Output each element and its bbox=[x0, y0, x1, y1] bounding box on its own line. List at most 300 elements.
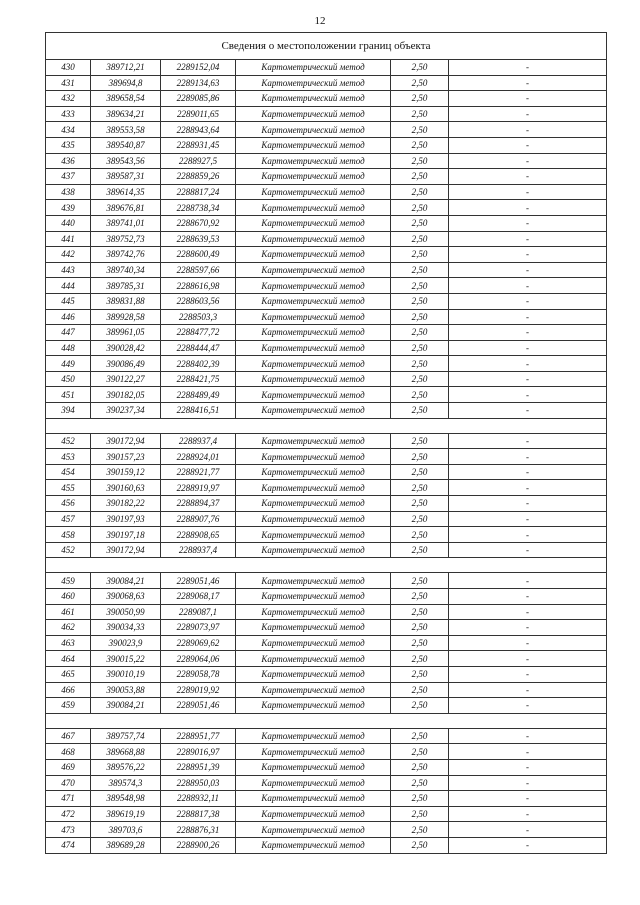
x-coordinate-cell: 390023,9 bbox=[91, 635, 161, 651]
point-number-cell: 459 bbox=[46, 573, 91, 589]
table-row bbox=[46, 759, 607, 775]
method-cell: Картометрический метод bbox=[236, 775, 391, 791]
y-coordinate-cell: 2288932,11 bbox=[161, 791, 236, 807]
description-cell: - bbox=[449, 496, 607, 512]
y-coordinate-cell: 2289011,65 bbox=[161, 106, 236, 122]
point-number-cell: 465 bbox=[46, 666, 91, 682]
point-number-cell: 444 bbox=[46, 278, 91, 294]
point-number-cell: 473 bbox=[46, 822, 91, 838]
table-row bbox=[46, 371, 607, 387]
method-cell: Картометрический метод bbox=[236, 153, 391, 169]
description-cell: - bbox=[449, 278, 607, 294]
accuracy-cell: 2,50 bbox=[391, 449, 449, 465]
description-cell: - bbox=[449, 60, 607, 76]
description-cell: - bbox=[449, 215, 607, 231]
method-cell: Картометрический метод bbox=[236, 728, 391, 744]
accuracy-cell: 2,50 bbox=[391, 759, 449, 775]
point-number-cell: 442 bbox=[46, 247, 91, 263]
x-coordinate-cell: 390182,05 bbox=[91, 387, 161, 403]
y-coordinate-cell: 2289087,1 bbox=[161, 604, 236, 620]
method-cell: Картометрический метод bbox=[236, 293, 391, 309]
description-cell: - bbox=[449, 604, 607, 620]
point-number-cell: 470 bbox=[46, 775, 91, 791]
accuracy-cell: 2,50 bbox=[391, 698, 449, 714]
x-coordinate-cell: 390157,23 bbox=[91, 449, 161, 465]
y-coordinate-cell: 2288639,53 bbox=[161, 231, 236, 247]
table-row bbox=[46, 247, 607, 263]
method-cell: Картометрический метод bbox=[236, 340, 391, 356]
table-title: Сведения о местоположении границ объекта bbox=[46, 33, 607, 60]
description-cell: - bbox=[449, 728, 607, 744]
x-coordinate-cell: 389614,35 bbox=[91, 184, 161, 200]
description-cell: - bbox=[449, 511, 607, 527]
x-coordinate-cell: 390197,93 bbox=[91, 511, 161, 527]
method-cell: Картометрический метод bbox=[236, 791, 391, 807]
point-number-cell: 451 bbox=[46, 387, 91, 403]
x-coordinate-cell: 389619,19 bbox=[91, 806, 161, 822]
y-coordinate-cell: 2288616,98 bbox=[161, 278, 236, 294]
y-coordinate-cell: 2288817,24 bbox=[161, 184, 236, 200]
description-cell: - bbox=[449, 682, 607, 698]
table-row bbox=[46, 620, 607, 636]
table-title-row bbox=[46, 33, 607, 60]
y-coordinate-cell: 2288900,26 bbox=[161, 837, 236, 853]
point-number-cell: 462 bbox=[46, 620, 91, 636]
method-cell: Картометрический метод bbox=[236, 449, 391, 465]
method-cell: Картометрический метод bbox=[236, 75, 391, 91]
accuracy-cell: 2,50 bbox=[391, 309, 449, 325]
group-separator bbox=[46, 418, 607, 433]
y-coordinate-cell: 2288416,51 bbox=[161, 403, 236, 419]
x-coordinate-cell: 389712,21 bbox=[91, 60, 161, 76]
point-number-cell: 457 bbox=[46, 511, 91, 527]
method-cell: Картометрический метод bbox=[236, 247, 391, 263]
method-cell: Картометрический метод bbox=[236, 511, 391, 527]
description-cell: - bbox=[449, 200, 607, 216]
method-cell: Картометрический метод bbox=[236, 573, 391, 589]
table-row bbox=[46, 698, 607, 714]
y-coordinate-cell: 2288894,37 bbox=[161, 496, 236, 512]
table-row bbox=[46, 822, 607, 838]
group-separator bbox=[46, 713, 607, 728]
table-row bbox=[46, 91, 607, 107]
point-number-cell: 471 bbox=[46, 791, 91, 807]
table-row bbox=[46, 791, 607, 807]
accuracy-cell: 2,50 bbox=[391, 620, 449, 636]
separator-cell bbox=[46, 418, 607, 433]
description-cell: - bbox=[449, 433, 607, 449]
description-cell: - bbox=[449, 791, 607, 807]
point-number-cell: 472 bbox=[46, 806, 91, 822]
accuracy-cell: 2,50 bbox=[391, 666, 449, 682]
x-coordinate-cell: 390053,88 bbox=[91, 682, 161, 698]
description-cell: - bbox=[449, 91, 607, 107]
description-cell: - bbox=[449, 356, 607, 372]
method-cell: Картометрический метод bbox=[236, 433, 391, 449]
point-number-cell: 440 bbox=[46, 215, 91, 231]
description-cell: - bbox=[449, 106, 607, 122]
description-cell: - bbox=[449, 403, 607, 419]
point-number-cell: 464 bbox=[46, 651, 91, 667]
point-number-cell: 448 bbox=[46, 340, 91, 356]
x-coordinate-cell: 389574,3 bbox=[91, 775, 161, 791]
method-cell: Картометрический метод bbox=[236, 184, 391, 200]
x-coordinate-cell: 389587,31 bbox=[91, 169, 161, 185]
accuracy-cell: 2,50 bbox=[391, 231, 449, 247]
method-cell: Картометрический метод bbox=[236, 589, 391, 605]
y-coordinate-cell: 2288950,03 bbox=[161, 775, 236, 791]
description-cell: - bbox=[449, 573, 607, 589]
table-row bbox=[46, 340, 607, 356]
y-coordinate-cell: 2289051,46 bbox=[161, 698, 236, 714]
y-coordinate-cell: 2289152,04 bbox=[161, 60, 236, 76]
point-number-cell: 458 bbox=[46, 527, 91, 543]
x-coordinate-cell: 389576,22 bbox=[91, 759, 161, 775]
accuracy-cell: 2,50 bbox=[391, 589, 449, 605]
y-coordinate-cell: 2289069,62 bbox=[161, 635, 236, 651]
description-cell: - bbox=[449, 262, 607, 278]
description-cell: - bbox=[449, 449, 607, 465]
description-cell: - bbox=[449, 698, 607, 714]
description-cell: - bbox=[449, 464, 607, 480]
description-cell: - bbox=[449, 371, 607, 387]
table-row bbox=[46, 433, 607, 449]
description-cell: - bbox=[449, 325, 607, 341]
description-cell: - bbox=[449, 231, 607, 247]
point-number-cell: 435 bbox=[46, 137, 91, 153]
x-coordinate-cell: 389694,8 bbox=[91, 75, 161, 91]
table-row bbox=[46, 666, 607, 682]
description-cell: - bbox=[449, 169, 607, 185]
point-number-cell: 432 bbox=[46, 91, 91, 107]
y-coordinate-cell: 2289134,63 bbox=[161, 75, 236, 91]
y-coordinate-cell: 2288919,97 bbox=[161, 480, 236, 496]
accuracy-cell: 2,50 bbox=[391, 293, 449, 309]
accuracy-cell: 2,50 bbox=[391, 60, 449, 76]
y-coordinate-cell: 2288600,49 bbox=[161, 247, 236, 263]
table-row bbox=[46, 309, 607, 325]
description-cell: - bbox=[449, 666, 607, 682]
point-number-cell: 459 bbox=[46, 698, 91, 714]
accuracy-cell: 2,50 bbox=[391, 744, 449, 760]
accuracy-cell: 2,50 bbox=[391, 371, 449, 387]
table-row bbox=[46, 635, 607, 651]
y-coordinate-cell: 2288477,72 bbox=[161, 325, 236, 341]
x-coordinate-cell: 389658,54 bbox=[91, 91, 161, 107]
point-number-cell: 441 bbox=[46, 231, 91, 247]
accuracy-cell: 2,50 bbox=[391, 215, 449, 231]
point-number-cell: 452 bbox=[46, 433, 91, 449]
table-row bbox=[46, 60, 607, 76]
point-number-cell: 446 bbox=[46, 309, 91, 325]
accuracy-cell: 2,50 bbox=[391, 153, 449, 169]
table-row bbox=[46, 262, 607, 278]
description-cell: - bbox=[449, 620, 607, 636]
description-cell: - bbox=[449, 542, 607, 558]
method-cell: Картометрический метод bbox=[236, 325, 391, 341]
y-coordinate-cell: 2288817,38 bbox=[161, 806, 236, 822]
method-cell: Картометрический метод bbox=[236, 231, 391, 247]
point-number-cell: 460 bbox=[46, 589, 91, 605]
accuracy-cell: 2,50 bbox=[391, 635, 449, 651]
page-number: 12 bbox=[314, 15, 326, 27]
x-coordinate-cell: 389543,56 bbox=[91, 153, 161, 169]
accuracy-cell: 2,50 bbox=[391, 340, 449, 356]
point-number-cell: 436 bbox=[46, 153, 91, 169]
method-cell: Картометрический метод bbox=[236, 91, 391, 107]
method-cell: Картометрический метод bbox=[236, 837, 391, 853]
table-row bbox=[46, 169, 607, 185]
table-row bbox=[46, 215, 607, 231]
table-row bbox=[46, 573, 607, 589]
point-number-cell: 439 bbox=[46, 200, 91, 216]
method-cell: Картометрический метод bbox=[236, 278, 391, 294]
description-cell: - bbox=[449, 480, 607, 496]
x-coordinate-cell: 390068,63 bbox=[91, 589, 161, 605]
x-coordinate-cell: 389703,6 bbox=[91, 822, 161, 838]
method-cell: Картометрический метод bbox=[236, 356, 391, 372]
table-row bbox=[46, 682, 607, 698]
x-coordinate-cell: 389741,01 bbox=[91, 215, 161, 231]
method-cell: Картометрический метод bbox=[236, 480, 391, 496]
table-row bbox=[46, 184, 607, 200]
y-coordinate-cell: 2288927,5 bbox=[161, 153, 236, 169]
x-coordinate-cell: 389548,98 bbox=[91, 791, 161, 807]
description-cell: - bbox=[449, 340, 607, 356]
x-coordinate-cell: 390197,18 bbox=[91, 527, 161, 543]
y-coordinate-cell: 2289058,78 bbox=[161, 666, 236, 682]
table-row bbox=[46, 231, 607, 247]
x-coordinate-cell: 390084,21 bbox=[91, 573, 161, 589]
accuracy-cell: 2,50 bbox=[391, 542, 449, 558]
point-number-cell: 461 bbox=[46, 604, 91, 620]
description-cell: - bbox=[449, 651, 607, 667]
method-cell: Картометрический метод bbox=[236, 387, 391, 403]
y-coordinate-cell: 2288421,75 bbox=[161, 371, 236, 387]
boundary-table bbox=[45, 32, 607, 854]
x-coordinate-cell: 389928,58 bbox=[91, 309, 161, 325]
table-row bbox=[46, 604, 607, 620]
y-coordinate-cell: 2289051,46 bbox=[161, 573, 236, 589]
x-coordinate-cell: 390237,34 bbox=[91, 403, 161, 419]
y-coordinate-cell: 2289016,97 bbox=[161, 744, 236, 760]
method-cell: Картометрический метод bbox=[236, 371, 391, 387]
table-row bbox=[46, 449, 607, 465]
method-cell: Картометрический метод bbox=[236, 604, 391, 620]
table-row bbox=[46, 589, 607, 605]
method-cell: Картометрический метод bbox=[236, 542, 391, 558]
description-cell: - bbox=[449, 153, 607, 169]
point-number-cell: 443 bbox=[46, 262, 91, 278]
y-coordinate-cell: 2288951,77 bbox=[161, 728, 236, 744]
y-coordinate-cell: 2288908,65 bbox=[161, 527, 236, 543]
x-coordinate-cell: 389831,88 bbox=[91, 293, 161, 309]
point-number-cell: 437 bbox=[46, 169, 91, 185]
table-row bbox=[46, 542, 607, 558]
method-cell: Картометрический метод bbox=[236, 698, 391, 714]
method-cell: Картометрический метод bbox=[236, 759, 391, 775]
point-number-cell: 449 bbox=[46, 356, 91, 372]
y-coordinate-cell: 2288951,39 bbox=[161, 759, 236, 775]
accuracy-cell: 2,50 bbox=[391, 122, 449, 138]
point-number-cell: 431 bbox=[46, 75, 91, 91]
accuracy-cell: 2,50 bbox=[391, 511, 449, 527]
description-cell: - bbox=[449, 387, 607, 403]
x-coordinate-cell: 390160,63 bbox=[91, 480, 161, 496]
x-coordinate-cell: 390010,19 bbox=[91, 666, 161, 682]
method-cell: Картометрический метод bbox=[236, 403, 391, 419]
y-coordinate-cell: 2288738,34 bbox=[161, 200, 236, 216]
accuracy-cell: 2,50 bbox=[391, 837, 449, 853]
table-row bbox=[46, 122, 607, 138]
y-coordinate-cell: 2289085,86 bbox=[161, 91, 236, 107]
accuracy-cell: 2,50 bbox=[391, 356, 449, 372]
table-row bbox=[46, 728, 607, 744]
table-row bbox=[46, 527, 607, 543]
description-cell: - bbox=[449, 775, 607, 791]
method-cell: Картометрический метод bbox=[236, 806, 391, 822]
accuracy-cell: 2,50 bbox=[391, 682, 449, 698]
point-number-cell: 394 bbox=[46, 403, 91, 419]
accuracy-cell: 2,50 bbox=[391, 573, 449, 589]
y-coordinate-cell: 2288444,47 bbox=[161, 340, 236, 356]
point-number-cell: 445 bbox=[46, 293, 91, 309]
description-cell: - bbox=[449, 309, 607, 325]
method-cell: Картометрический метод bbox=[236, 620, 391, 636]
accuracy-cell: 2,50 bbox=[391, 169, 449, 185]
y-coordinate-cell: 2288670,92 bbox=[161, 215, 236, 231]
point-number-cell: 469 bbox=[46, 759, 91, 775]
x-coordinate-cell: 389740,34 bbox=[91, 262, 161, 278]
y-coordinate-cell: 2288907,76 bbox=[161, 511, 236, 527]
accuracy-cell: 2,50 bbox=[391, 262, 449, 278]
accuracy-cell: 2,50 bbox=[391, 184, 449, 200]
table-row bbox=[46, 387, 607, 403]
x-coordinate-cell: 390050,99 bbox=[91, 604, 161, 620]
table-row bbox=[46, 496, 607, 512]
x-coordinate-cell: 390159,12 bbox=[91, 464, 161, 480]
x-coordinate-cell: 389634,21 bbox=[91, 106, 161, 122]
y-coordinate-cell: 2288876,31 bbox=[161, 822, 236, 838]
separator-cell bbox=[46, 713, 607, 728]
table-row bbox=[46, 806, 607, 822]
table-row bbox=[46, 480, 607, 496]
description-cell: - bbox=[449, 837, 607, 853]
table-row bbox=[46, 837, 607, 853]
table-row bbox=[46, 356, 607, 372]
table-row bbox=[46, 106, 607, 122]
table-row bbox=[46, 775, 607, 791]
description-cell: - bbox=[449, 75, 607, 91]
y-coordinate-cell: 2288503,3 bbox=[161, 309, 236, 325]
x-coordinate-cell: 390182,22 bbox=[91, 496, 161, 512]
description-cell: - bbox=[449, 527, 607, 543]
point-number-cell: 468 bbox=[46, 744, 91, 760]
description-cell: - bbox=[449, 822, 607, 838]
point-number-cell: 455 bbox=[46, 480, 91, 496]
accuracy-cell: 2,50 bbox=[391, 822, 449, 838]
table-row bbox=[46, 153, 607, 169]
method-cell: Картометрический метод bbox=[236, 682, 391, 698]
description-cell: - bbox=[449, 744, 607, 760]
table-row bbox=[46, 325, 607, 341]
y-coordinate-cell: 2288921,77 bbox=[161, 464, 236, 480]
method-cell: Картометрический метод bbox=[236, 496, 391, 512]
method-cell: Картометрический метод bbox=[236, 822, 391, 838]
table-row bbox=[46, 293, 607, 309]
accuracy-cell: 2,50 bbox=[391, 791, 449, 807]
y-coordinate-cell: 2288859,26 bbox=[161, 169, 236, 185]
x-coordinate-cell: 389676,81 bbox=[91, 200, 161, 216]
accuracy-cell: 2,50 bbox=[391, 480, 449, 496]
method-cell: Картометрический метод bbox=[236, 527, 391, 543]
method-cell: Картометрический метод bbox=[236, 60, 391, 76]
method-cell: Картометрический метод bbox=[236, 169, 391, 185]
point-number-cell: 452 bbox=[46, 542, 91, 558]
x-coordinate-cell: 390172,94 bbox=[91, 433, 161, 449]
table-row bbox=[46, 511, 607, 527]
x-coordinate-cell: 389757,74 bbox=[91, 728, 161, 744]
table-row bbox=[46, 744, 607, 760]
accuracy-cell: 2,50 bbox=[391, 403, 449, 419]
accuracy-cell: 2,50 bbox=[391, 91, 449, 107]
accuracy-cell: 2,50 bbox=[391, 278, 449, 294]
description-cell: - bbox=[449, 589, 607, 605]
accuracy-cell: 2,50 bbox=[391, 527, 449, 543]
accuracy-cell: 2,50 bbox=[391, 775, 449, 791]
x-coordinate-cell: 389553,58 bbox=[91, 122, 161, 138]
accuracy-cell: 2,50 bbox=[391, 247, 449, 263]
accuracy-cell: 2,50 bbox=[391, 496, 449, 512]
method-cell: Картометрический метод bbox=[236, 215, 391, 231]
y-coordinate-cell: 2288931,45 bbox=[161, 137, 236, 153]
method-cell: Картометрический метод bbox=[236, 744, 391, 760]
accuracy-cell: 2,50 bbox=[391, 137, 449, 153]
accuracy-cell: 2,50 bbox=[391, 200, 449, 216]
accuracy-cell: 2,50 bbox=[391, 806, 449, 822]
y-coordinate-cell: 2288597,66 bbox=[161, 262, 236, 278]
description-cell: - bbox=[449, 247, 607, 263]
table-row bbox=[46, 403, 607, 419]
table-row bbox=[46, 137, 607, 153]
y-coordinate-cell: 2288402,39 bbox=[161, 356, 236, 372]
accuracy-cell: 2,50 bbox=[391, 433, 449, 449]
point-number-cell: 454 bbox=[46, 464, 91, 480]
y-coordinate-cell: 2289073,97 bbox=[161, 620, 236, 636]
accuracy-cell: 2,50 bbox=[391, 75, 449, 91]
point-number-cell: 467 bbox=[46, 728, 91, 744]
method-cell: Картометрический метод bbox=[236, 635, 391, 651]
x-coordinate-cell: 389668,88 bbox=[91, 744, 161, 760]
x-coordinate-cell: 390084,21 bbox=[91, 698, 161, 714]
description-cell: - bbox=[449, 759, 607, 775]
method-cell: Картометрический метод bbox=[236, 309, 391, 325]
description-cell: - bbox=[449, 184, 607, 200]
y-coordinate-cell: 2288924,01 bbox=[161, 449, 236, 465]
x-coordinate-cell: 389961,05 bbox=[91, 325, 161, 341]
accuracy-cell: 2,50 bbox=[391, 728, 449, 744]
x-coordinate-cell: 390122,27 bbox=[91, 371, 161, 387]
accuracy-cell: 2,50 bbox=[391, 325, 449, 341]
description-cell: - bbox=[449, 635, 607, 651]
point-number-cell: 474 bbox=[46, 837, 91, 853]
point-number-cell: 453 bbox=[46, 449, 91, 465]
point-number-cell: 430 bbox=[46, 60, 91, 76]
y-coordinate-cell: 2289068,17 bbox=[161, 589, 236, 605]
accuracy-cell: 2,50 bbox=[391, 651, 449, 667]
y-coordinate-cell: 2288943,64 bbox=[161, 122, 236, 138]
accuracy-cell: 2,50 bbox=[391, 387, 449, 403]
